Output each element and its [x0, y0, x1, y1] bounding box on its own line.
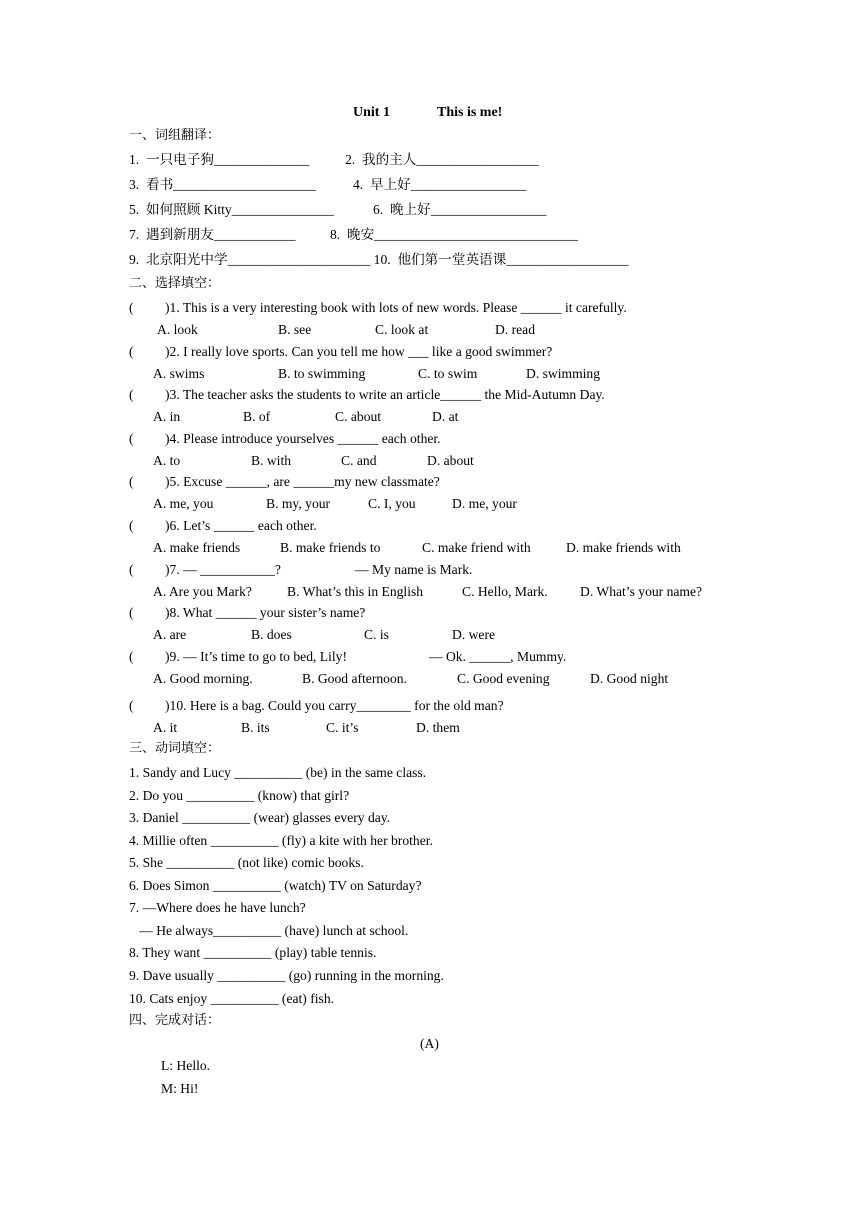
option: B. Good afternoon.	[302, 671, 407, 686]
verb-item: 6. Does Simon __________ (watch) TV on Saturday?	[129, 878, 422, 893]
dialogue-part-label: (A)	[420, 1036, 439, 1051]
option: C. I, you	[368, 496, 416, 511]
verb-item: 2. Do you __________ (know) that girl?	[129, 788, 350, 803]
question-text: )6. Let’s ______ each other.	[165, 518, 317, 533]
option: B. see	[278, 322, 312, 337]
question-stem: ( )9. — It’s time to go to bed, Lily!	[129, 649, 347, 664]
option: D. were	[452, 627, 496, 642]
option: D. swimming	[526, 366, 601, 381]
question-stem: ( )5. Excuse ______, are ______my new classmate?	[129, 474, 440, 489]
phrase-item: 4. 早上好_________________	[353, 177, 527, 192]
option: D. Good night	[590, 671, 669, 686]
option: A. me, you	[153, 496, 214, 511]
section1-heading: 一、词组翻译：	[129, 128, 221, 143]
dialogue-line: M: Hi!	[161, 1081, 199, 1096]
question-stem: ( )2. I really love sports. Can you tell me how ___ like a good swimmer?	[129, 344, 553, 359]
question-text: )4. Please introduce yourselves ______ each other.	[165, 431, 441, 446]
verb-item: 3. Daniel __________ (wear) glasses every day.	[129, 810, 391, 825]
question-text: )3. The teacher asks the students to write an article______ the Mid-Autumn Day.	[165, 387, 605, 402]
question-stem: ( )8. What ______ your sister’s name?	[129, 605, 366, 620]
question-stem: ( )7. — ___________?	[129, 562, 281, 577]
question-text: )10. Here is a bag. Could you carry________ for the old man?	[165, 698, 504, 713]
question-stem: ( )6. Let’s ______ each other.	[129, 518, 317, 533]
option: B. make friends to	[280, 540, 381, 555]
option: B. with	[251, 453, 292, 468]
option: C. it’s	[326, 720, 359, 735]
question-reply: — My name is Mark.	[355, 562, 473, 577]
phrase-item: 5. 如何照顾 Kitty_______________	[129, 202, 334, 217]
option: B. its	[241, 720, 270, 735]
option: D. at	[432, 409, 459, 424]
verb-item: 7. —Where does he have lunch?	[129, 900, 306, 915]
option: B. of	[243, 409, 271, 424]
verb-item: 4. Millie often __________ (fly) a kite with her brother.	[129, 833, 433, 848]
option: D. read	[495, 322, 536, 337]
question-text: )2. I really love sports. Can you tell me how ___ like a good swimmer?	[165, 344, 553, 359]
option: C. and	[341, 453, 377, 468]
verb-item: — He always__________ (have) lunch at school.	[129, 923, 409, 938]
option: A. it	[153, 720, 178, 735]
option: B. does	[251, 627, 292, 642]
option: B. to swimming	[278, 366, 366, 381]
section4-heading: 四、完成对话：	[129, 1013, 221, 1028]
question-stem: ( )10. Here is a bag. Could you carry________ for the old man?	[129, 698, 504, 713]
option: D. about	[427, 453, 474, 468]
question-stem: ( )1. This is a very interesting book with lots of new words. Please ______ it carefully.	[129, 300, 627, 315]
verb-item: 8. They want __________ (play) table tennis.	[129, 945, 377, 960]
question-text: )5. Excuse ______, are ______my new classmate?	[165, 474, 440, 489]
section3-heading: 三、动词填空：	[129, 741, 221, 756]
option: C. make friend with	[422, 540, 531, 555]
unit-label: Unit 1	[353, 105, 390, 120]
option: C. is	[364, 627, 389, 642]
question-text: )9. — It’s time to go to bed, Lily!	[165, 649, 347, 664]
phrase-item: 2. 我的主人__________________	[345, 152, 539, 167]
dialogue-line: L: Hello.	[161, 1058, 211, 1073]
question-text: )7. — ___________?	[165, 562, 281, 577]
question-reply: — Ok. ______, Mummy.	[429, 649, 567, 664]
option: C. about	[335, 409, 382, 424]
verb-item: 5. She __________ (not like) comic books.	[129, 855, 364, 870]
verb-item: 9. Dave usually __________ (go) running in the morning.	[129, 968, 444, 983]
option: A. to	[153, 453, 181, 468]
question-text: )1. This is a very interesting book with lots of new words. Please ______ it carefully.	[165, 300, 627, 315]
option: A. in	[153, 409, 181, 424]
option: C. Good evening	[457, 671, 550, 686]
phrase-item: 8. 晚安______________________________	[330, 227, 579, 242]
phrase-item: 6. 晚上好_________________	[373, 202, 547, 217]
phrase-item: 9. 北京阳光中学_____________________ 10. 他们第一堂英语课__________________	[129, 252, 629, 267]
section2-heading: 二、选择填空：	[129, 276, 221, 291]
option: A. look	[157, 322, 198, 337]
option: D. me, your	[452, 496, 517, 511]
option: A. Good morning.	[153, 671, 253, 686]
option: B. my, your	[266, 496, 331, 511]
option: C. to swim	[418, 366, 478, 381]
unit-title: This is me!	[437, 105, 503, 120]
question-stem: ( )4. Please introduce yourselves ______ each other.	[129, 431, 441, 446]
verb-item: 10. Cats enjoy __________ (eat) fish.	[129, 991, 335, 1006]
phrase-item: 3. 看书_____________________	[129, 177, 316, 192]
option: A. swims	[153, 366, 205, 381]
option: B. What’s this in English	[287, 584, 424, 599]
option: A. Are you Mark?	[153, 584, 252, 599]
question-stem: ( )3. The teacher asks the students to write an article______ the Mid-Autumn Day.	[129, 387, 605, 402]
verb-item: 1. Sandy and Lucy __________ (be) in the same class.	[129, 765, 427, 780]
option: C. Hello, Mark.	[462, 584, 548, 599]
option: A. make friends	[153, 540, 241, 555]
phrase-item: 7. 遇到新朋友____________	[129, 227, 296, 242]
question-text: )8. What ______ your sister’s name?	[165, 605, 366, 620]
option: A. are	[153, 627, 187, 642]
option: C. look at	[375, 322, 429, 337]
option: D. them	[416, 720, 460, 735]
phrase-item: 1. 一只电子狗______________	[129, 152, 310, 167]
option: D. make friends with	[566, 540, 681, 555]
option: D. What’s your name?	[580, 584, 703, 599]
